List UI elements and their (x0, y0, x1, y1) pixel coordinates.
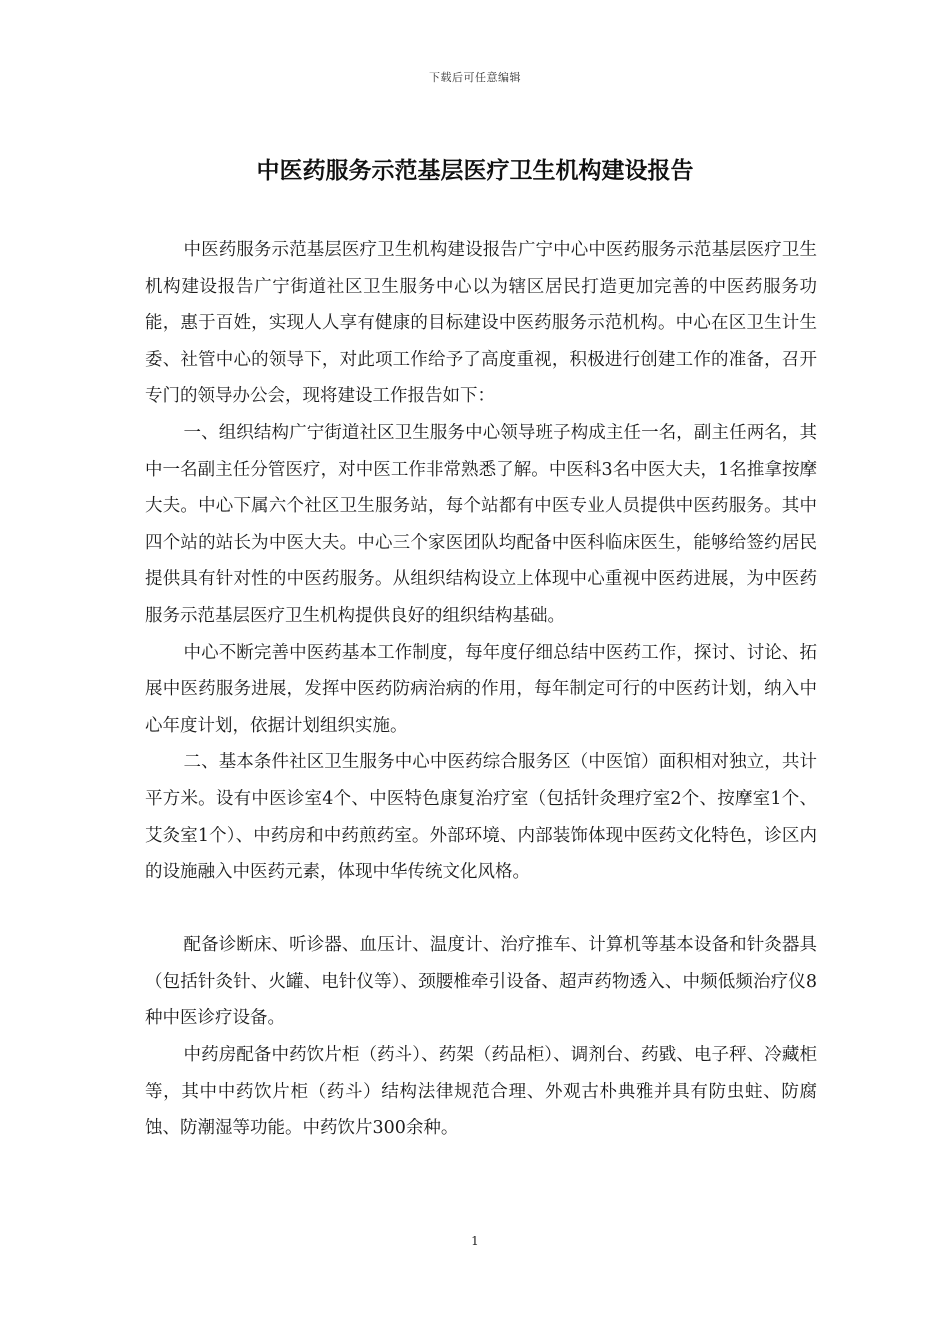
page-number: 1 (471, 1234, 479, 1248)
paragraph-equipment: 配备诊断床、听诊器、血压计、温度计、治疗推车、计算机等基本设备和针灸器具（包括针灸针、火罐、电针仪等）、颈腰椎牵引设备、超声药物透入、中频低频治疗仪8种中医诊疗设备。 (145, 935, 817, 1029)
paragraph-organization: 一、组织结构广宁街道社区卫生服务中心领导班子构成主任一名，副主任两名，其中一名副主任分管医疗，对中医工作非常熟悉了解。中医科3名中医大夫，1名推拿按摩大夫。中心下属六个社区卫生服务站，每个站都有中医专业人员提供中医药服务。其中四个站的站长为中医大夫。中心三个家医团队均配备中医科临床医生，能够给签约居民提供具有针对性的中医药服务。从组织结构设立上体现中心重视中医药进展，为中医药服务示范基层医疗卫生机构提供良好的组织结构基础。 (145, 422, 817, 626)
document-title: 中医药服务示范基层医疗卫生机构建设报告 (256, 158, 694, 184)
document-body (145, 232, 817, 1147)
paragraph-basic-conditions: 二、基本条件社区卫生服务中心中医药综合服务区（中医馆）面积相对独立，共计平方米。设有中医诊室4个、中医特色康复治疗室（包括针灸理疗室2个、按摩室1个、艾灸室1个）、中药房和中药煎药室。外部环境、内部装饰体现中医药文化特色，诊区内的设施融入中医药元素，体现中华传统文化风格。 (145, 752, 817, 883)
paragraph-pharmacy: 中药房配备中药饮片柜（药斗）、药架（药品柜）、调剂台、药戥、电子秤、冷藏柜等，其中中药饮片柜（药斗）结构法律规范合理、外观古朴典雅并具有防虫蛀、防腐蚀、防潮湿等功能。中药饮片300余种。 (145, 1045, 817, 1139)
paragraph-intro: 中医药服务示范基层医疗卫生机构建设报告广宁中心中医药服务示范基层医疗卫生机构建设报告广宁街道社区卫生服务中心以为辖区居民打造更加完善的中医药服务功能，惠于百姓，实现人人享有健康的目标建设中医药服务示范机构。中心在区卫生计生委、社管中心的领导下，对此项工作给予了高度重视，积极进行创建工作的准备，召开专门的领导办公会，现将建设工作报告如下： (145, 240, 817, 407)
paragraph-system: 中心不断完善中医药基本工作制度，每年度仔细总结中医药工作，探讨、讨论、拓展中医药服务进展，发挥中医药防病治病的作用，每年制定可行的中医药计划，纳入中心年度计划，依据计划组织实施。 (145, 642, 817, 736)
header-note: 下载后可任意编辑 (429, 71, 521, 84)
